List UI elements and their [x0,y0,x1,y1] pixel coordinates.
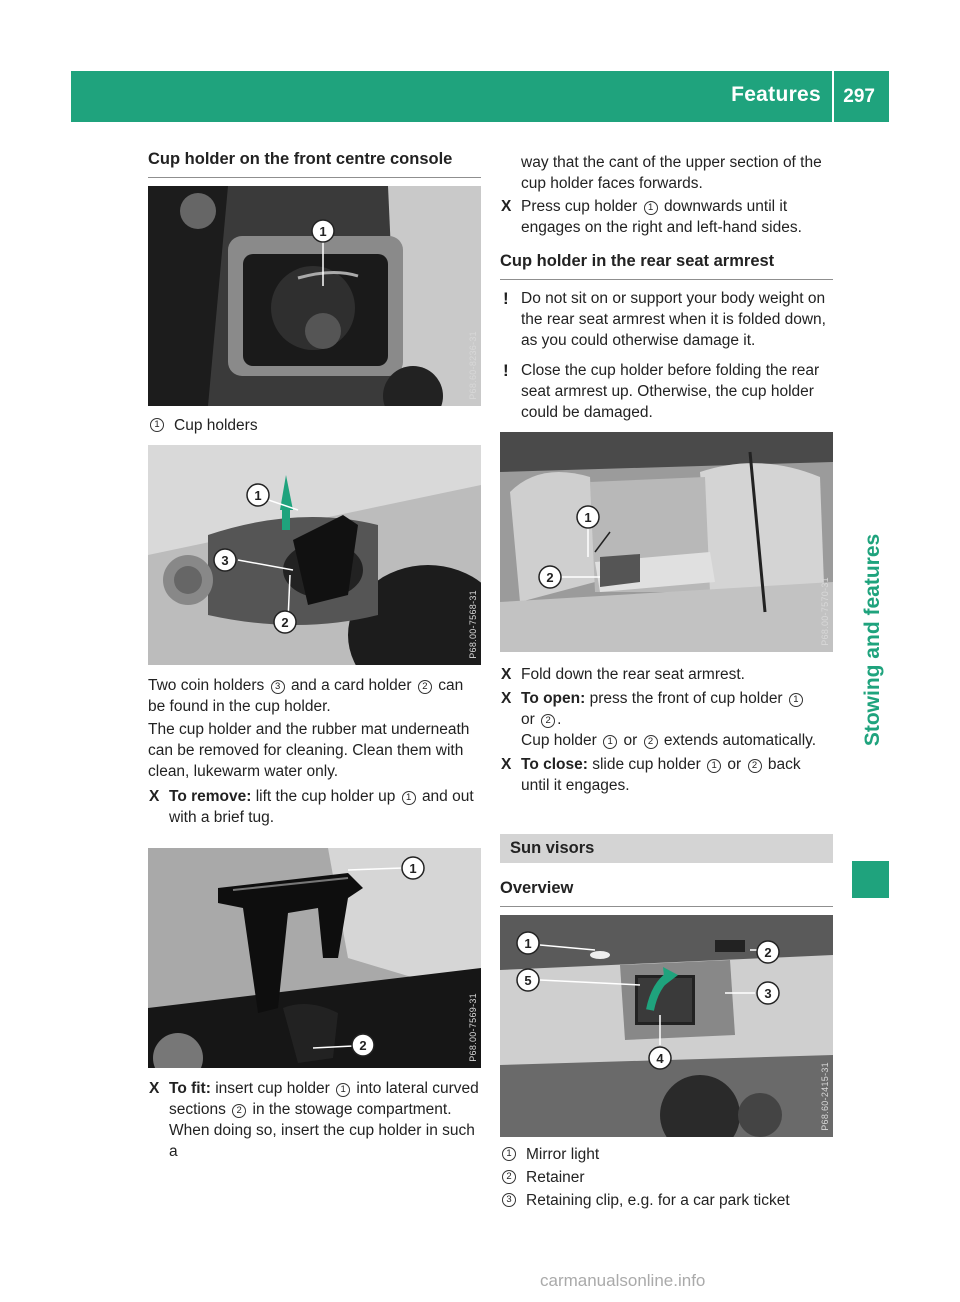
caption-cup-holders [148,414,481,437]
step-fold-down [500,664,833,685]
text: and out with a brief tug. [169,788,474,826]
section-title-overview: Overview [500,879,833,907]
text: Press cup holder [521,198,638,215]
paragraph-coin-holders [148,675,481,717]
step-arrow-icon: X [501,690,512,707]
step-label: To open: [521,690,586,707]
callout-number: 2 [541,714,555,728]
photo5-callout-4: 4 [656,1051,664,1066]
legend-text: Mirror light [526,1146,600,1163]
legend-item [500,1166,833,1189]
photo-rear-armrest [500,432,833,652]
site-watermark[interactable]: carmanualsonline.info [540,1271,706,1290]
photo-code: P68.60-8236-31 [468,331,478,400]
warning-icon: ! [503,289,509,308]
photo-sun-visor [500,915,833,1137]
photo3-callout-1: 1 [409,861,417,876]
callout-number: 2 [232,1104,246,1118]
step-to-open [500,688,833,751]
photo2-callout-2: 2 [281,615,289,630]
text: and a card holder [290,677,412,694]
text: or [727,756,742,773]
legend-text: Retaining clip, e.g. for a car park ticket [526,1192,790,1209]
legend-text: Retainer [526,1169,585,1186]
legend-item [500,1143,833,1166]
photo5-callout-3: 3 [764,986,772,1001]
step-to-remove [148,786,481,828]
photo3-callout-2: 2 [359,1038,367,1053]
legend-item [500,1189,833,1212]
text: Cup holder [521,732,597,749]
left-column [148,150,481,1165]
photo2-callout-1: 1 [254,488,262,503]
photo5-callout-5: 5 [524,973,532,988]
step-arrow-icon: X [501,756,512,773]
photo-code: P68.60-2415-31 [820,1062,830,1131]
section-title-rear-cup-holder: Cup holder in the rear seat armrest [500,252,833,280]
step-arrow-icon: X [501,666,512,683]
callout-number: 1 [402,791,416,805]
photo5-callout-2: 2 [764,945,772,960]
step-to-close [500,754,833,796]
photo-coin-holders [148,445,481,665]
heading-sun-visors: Sun visors [500,834,833,863]
warning-icon: ! [503,361,509,380]
text: into lateral curved sections [169,1080,479,1118]
header-section-title: Features [731,83,821,106]
right-column [500,150,833,1212]
text: in the stowage compartment. [252,1101,452,1118]
text: can be found in the cup holder. [148,677,464,715]
text: back until it engages. [521,756,801,794]
step-arrow-icon: X [149,788,160,805]
callout-number: 1 [644,201,658,215]
section-title-front-cup-holder: Cup holder on the front centre console [148,150,481,178]
step-press [500,196,833,238]
photo-fit-cup-holder [148,848,481,1068]
warning-note [500,288,833,351]
text: lift the cup holder up [255,788,396,805]
step-label: To close: [521,756,588,773]
text: press the front of cup holder [589,690,783,707]
photo4-callout-2: 2 [546,570,554,585]
side-tab-label: Stowing and features [861,533,884,747]
paragraph-cleaning: The cup holder and the rubber mat underneath can be removed for cleaning. Clean them with clean, lukewarm water only. [148,721,470,780]
text: or [521,711,535,728]
text: insert cup holder [215,1080,330,1097]
callout-number: 1 [603,735,617,749]
callout-number: 2 [644,735,658,749]
header-divider [832,71,834,122]
photo1-callout-1: 1 [319,224,327,239]
callout-number: 2 [418,680,432,694]
side-tab-marker [852,861,889,898]
visor-legend [500,1143,833,1212]
text: When doing so, insert the cup holder in such a [169,1122,475,1160]
warning-text: Do not sit on or support your body weight on the rear seat armrest when it is folded down, as you could otherwise damage it. [521,290,826,349]
photo5-callout-1: 1 [524,936,532,951]
step-arrow-icon: X [149,1080,160,1097]
photo4-callout-1: 1 [584,510,592,525]
callout-number: 2 [502,1170,516,1184]
photo-front-console [148,186,481,406]
page-number: 297 [843,86,875,107]
step-to-fit [148,1078,481,1162]
callout-number: 3 [502,1193,516,1207]
callout-number: 1 [707,759,721,773]
photo-code: P68.00-7570-31 [820,577,830,646]
photo-code: P68.00-7569-31 [468,993,478,1062]
step-arrow-icon: X [501,198,512,215]
text: Fold down the rear seat armrest. [521,666,745,683]
text: slide cup holder [592,756,701,773]
photo-code: P68.00-7568-31 [468,590,478,659]
caption-text: Cup holders [174,417,258,434]
callout-number: 1 [150,418,164,432]
header-bar [71,71,889,122]
step-label: To remove: [169,788,252,805]
warning-note [500,360,833,423]
text: extends automatically. [663,732,817,749]
photo2-callout-3: 3 [221,553,229,568]
callout-number: 2 [748,759,762,773]
callout-number: 1 [502,1147,516,1161]
text: Two coin holders [148,677,265,694]
step-label: To fit: [169,1080,211,1097]
callout-number: 1 [336,1083,350,1097]
warning-text: Close the cup holder before folding the rear seat armrest up. Otherwise, the cup holder could be damaged. [521,362,820,421]
callout-number: 1 [789,693,803,707]
text: downwards until it engages on the right and left-hand sides. [521,198,802,236]
text: or [623,732,638,749]
callout-number: 3 [271,680,285,694]
continued-text: way that the cant of the upper section of the cup holder faces forwards. [521,154,822,192]
text: . [557,711,562,728]
